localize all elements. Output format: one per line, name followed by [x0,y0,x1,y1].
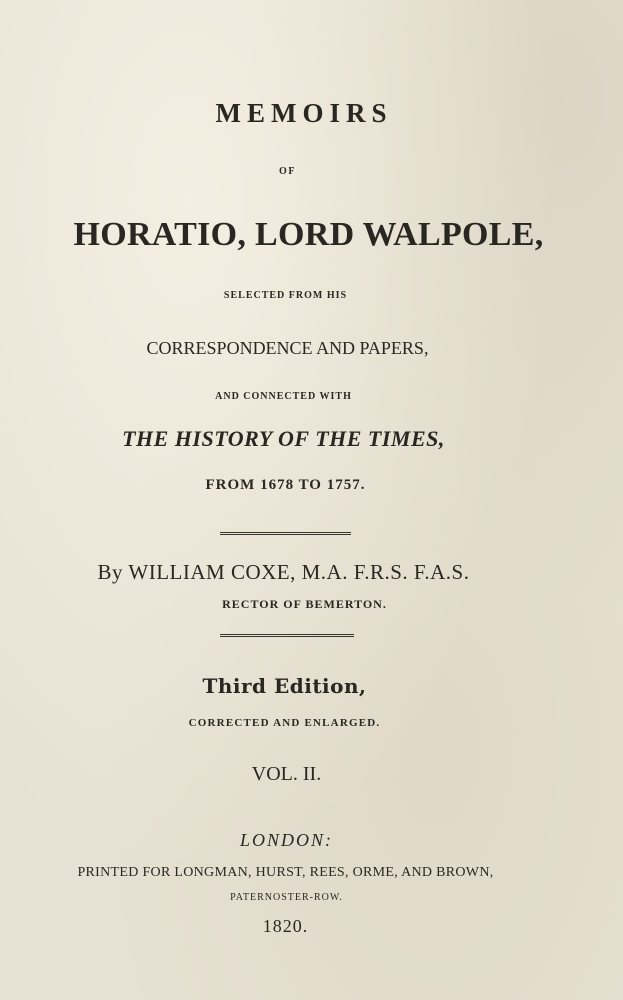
lower-double-rule [220,634,354,637]
correspondence-line: CORRESPONDENCE AND PAPERS, [146,338,429,358]
history-line: THE HISTORY OF THE TIMES, [122,426,445,451]
of-line: OF [279,166,296,177]
date-range-line: FROM 1678 TO 1757. [205,477,366,493]
imprint-city: LONDON: [239,830,333,850]
imprint-year: 1820. [262,916,309,936]
volume-line: VOL. II. [251,763,322,785]
selected-from-line: SELECTED FROM HIS [223,290,348,301]
connected-with-line: AND CONNECTED WITH [215,391,352,402]
upper-double-rule [220,532,351,535]
author-title-line: RECTOR OF BEMERTON. [222,597,387,611]
book-title-memoirs: MEMOIRS [215,98,393,128]
edition-line: Third Edition, [202,674,367,698]
subject-name: HORATIO, LORD WALPOLE, [73,216,544,253]
printer-address-line: PATERNOSTER-ROW. [230,892,343,903]
printer-line: PRINTED FOR LONGMAN, HURST, REES, ORME, AND BROWN, [77,865,494,880]
author-line: By WILLIAM COXE, M.A. F.R.S. F.A.S. [97,560,470,584]
edition-note-line: CORRECTED AND ENLARGED. [188,717,381,729]
